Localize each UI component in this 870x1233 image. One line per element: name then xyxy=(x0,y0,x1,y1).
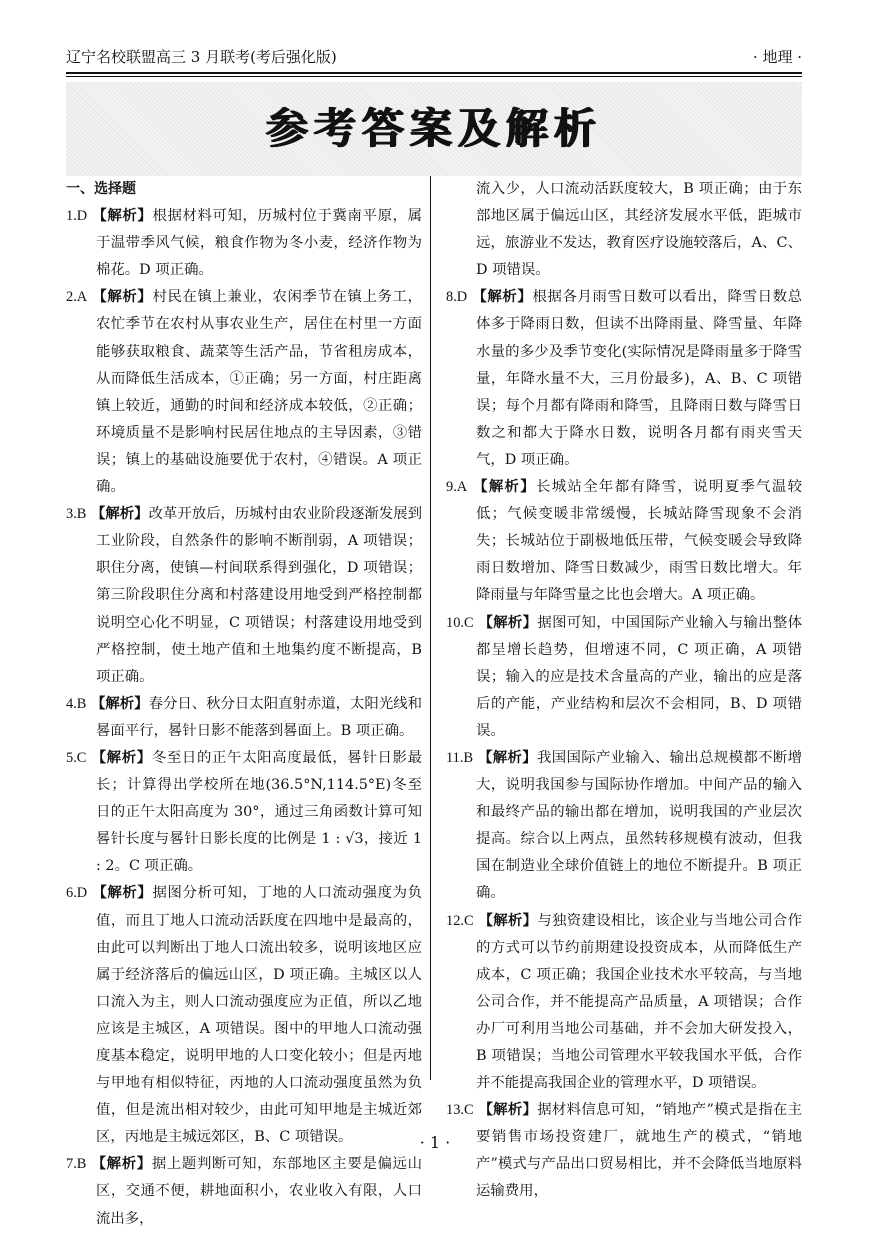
page-title: 参考答案及解析 xyxy=(265,104,602,153)
answer-item-6: 6.D 【解析】据图分析可知，丁地的人口流动强度为负值，而且丁地人口流动活跃度在四地中是最高的，由此可以判断出丁地人口流出较多，说明该地区应属于经济落后的偏远山区，D 项正确。主城区以人口流入为主，则人口流动强度应为正值，所以乙地应该是主城区，A 项错误。图中的甲地人口流动强度基本稳定，说明甲地的人口变化较小；但是丙地与甲地有相似特征，丙地的人口流动强度虽然为负值，但是流出相对较少，由此可知甲地是主城近郊区，丙地是主城远郊区，B、C 项错误。 xyxy=(66,885,422,1146)
answer-item-2: 2.A 【解析】村民在镇上兼业，农闲季节在镇上务工，农忙季节在农村从事农业生产，居住在村里一方面能够获取粮食、蔬菜等生活产品，节省租房成本，从而降低生活成本，①正确；另一方面，村庄距离镇上较近，通勤的时间和经济成本较低，②正确；环境质量不是影响村民居住地点的主导因素，③错误；镇上的基础设施要优于农村，④错误。A 项正确。 xyxy=(66,289,422,496)
answer-item-13: 13.C 【解析】据材料信息可知，“销地产”模式是指在主要销售市场投资建厂，就地生产的模式，“销地产”模式与产品出口贸易相比，并不会降低当地原料运输费用， xyxy=(446,1102,802,1200)
answer-item-7-continued: 流入少，人口流动活跃度较大，B 项正确；由于东部地区属于偏远山区，其经济发展水平低，距城市远，旅游业不发达，教育医疗设施较落后，A、C、D 项错误。 xyxy=(476,181,802,279)
answer-item-12: 12.C 【解析】与独资建设相比，该企业与当地公司合作的方式可以节约前期建设投资成本，从而降低生产成本，C 项正确；我国企业技术水平较高，与当地公司合作，并不能提高产品质量，A 项错误；合作办厂可利用当地公司基础，并不会加大研发投入，B 项错误；当地公司管理水平较我国水平低，合作并不能提高我国企业的管理水平，D 项错误。 xyxy=(446,912,802,1092)
answer-item-9: 9.A 【解析】长城站全年都有降雪，说明夏季气温较低；气候变暖非常缓慢，长城站降雪现象不会消失；长城站位于副极地低压带，气候变暖会导致降雨日数增加、降雪日数减少，雨雪日数比增大。年降雨量与年降雪量之比也会增大。A 项正确。 xyxy=(446,479,802,604)
header-rule-thin xyxy=(66,76,802,77)
title-banner xyxy=(66,82,802,176)
answer-item-1: 1.D 【解析】根据材料可知，历城村位于冀南平原，属于温带季风气候，粮食作物为冬小麦，经济作物为棉花。D 项正确。 xyxy=(66,208,422,279)
page-number: · 1 · xyxy=(419,1133,451,1152)
answer-item-10: 10.C 【解析】据图可知，中国国际产业输入与输出整体都呈增长趋势，但增速不同，C 项正确，A 项错误；输入的应是技术含量高的产业，输出的应是落后的产能，产业结构和层次不会相同，B、D 项错误。 xyxy=(446,614,802,739)
section-title: 一、选择题 xyxy=(66,181,136,197)
exam-title: 辽宁名校联盟高三 3 月联考(考后强化版) xyxy=(66,48,337,66)
header-rule xyxy=(66,72,802,74)
answer-item-4: 4.B 【解析】春分日、秋分日太阳直射赤道，太阳光线和晷面平行，晷针日影不能落到晷面上。B 项正确。 xyxy=(66,695,422,739)
answer-item-5: 5.C 【解析】冬至日的正午太阳高度最低，晷针日影最长；计算得出学校所在地(36.5°N,114.5°E)冬至日的正午太阳高度为 30°，通过三角函数计算可知晷针长度与晷针日影长度的比例是 1 : √3，接近 1 : 2。C 项正确。 xyxy=(66,749,422,875)
left-column xyxy=(66,176,422,1233)
page-header xyxy=(66,44,802,70)
right-column xyxy=(446,176,802,1206)
column-divider xyxy=(430,176,431,1080)
answer-item-8: 8.D 【解析】根据各月雨雪日数可以看出，降雪日数总体多于降雨日数，但读不出降雨量、降雪量、年降水量的多少及季节变化(实际情况是降雨量多于降雪量，年降水量不大，三月份最多)，A、B、C 项错误；每个月都有降雨和降雪，且降雨日数与降雪日数之和都大于降水日数，说明各月都有雨夹雪天气，D 项正确。 xyxy=(446,289,802,468)
subject-label: · 地理 · xyxy=(752,48,802,66)
answer-item-3: 3.B 【解析】改革开放后，历城村由农业阶段逐渐发展到工业阶段，自然条件的影响不断削弱，A 项错误；职住分离，使镇—村间联系得到强化，D 项错误；第三阶段职住分离和村落建设用地受到严格控制都说明空心化不明显，C 项错误；村落建设用地受到严格控制，使土地产值和土地集约度不断提高，B 项正确。 xyxy=(66,506,422,685)
answer-item-7: 7.B 【解析】据上题判断可知，东部地区主要是偏远山区，交通不便，耕地面积小，农业收入有限，人口流出多， xyxy=(66,1156,422,1227)
answer-item-11: 11.B 【解析】我国国际产业输入、输出总规模都不断增大，说明我国参与国际协作增加。中间产品的输入和最终产品的输出都在增加，说明我国的产业层次提高。综合以上两点，虽然转移规模有波动，但我国在制造业全球价值链上的地位不断提升。B 项正确。 xyxy=(446,749,802,902)
